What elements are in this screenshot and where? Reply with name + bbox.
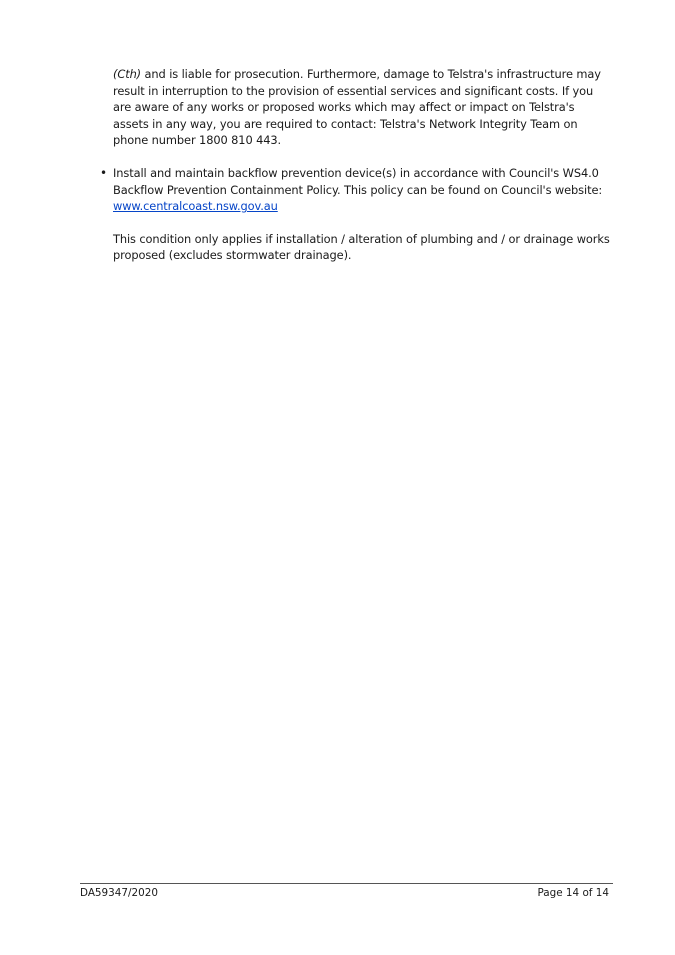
backflow-note: This condition only applies if installation / alteration of plumbing and / or drainage works proposed (excludes stormwater drainage). xyxy=(113,231,610,263)
page-content xyxy=(100,66,613,264)
spacer xyxy=(113,149,613,165)
act-citation: (Cth) xyxy=(113,67,142,81)
footer-divider xyxy=(80,883,613,884)
spacer xyxy=(113,215,613,231)
council-website-link[interactable]: www.centralcoast.nsw.gov.au xyxy=(113,199,278,214)
telstra-paragraph xyxy=(113,66,613,149)
backflow-paragraph xyxy=(113,165,613,215)
footer-page-number: Page 14 of 14 xyxy=(537,887,609,899)
telstra-paragraph-text: and is liable for prosecution. Furthermore, damage to Telstra's infrastructure may result in interruption to the provision of essential services and significant costs. If you are aware of any works or proposed works which may affect or impact on Telstra's assets in any way, you are required to contact: Telstra's Network Integrity Team on phone number 1800 810 443. xyxy=(113,67,601,148)
backflow-text: Install and maintain backflow prevention device(s) in accordance with Council's WS4.0 Backflow Prevention Containment Policy. This policy can be found on Council's website: xyxy=(113,165,603,197)
bullet-icon: • xyxy=(100,165,107,180)
footer-reference: DA59347/2020 xyxy=(80,887,158,899)
list-item-backflow xyxy=(100,165,613,264)
